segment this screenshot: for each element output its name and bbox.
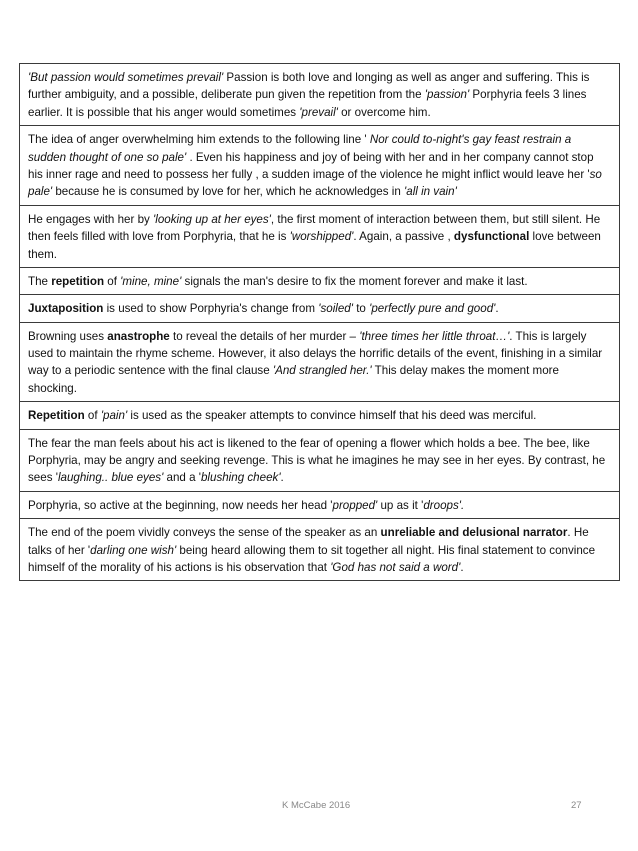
- technique-term: dysfunctional: [453, 230, 530, 244]
- table-row: [20, 205, 620, 267]
- table-row: [20, 267, 620, 294]
- quotation-text: Nor could to-night's gay feast restrain a sudden thought of one so pale': [28, 133, 572, 164]
- commentary-text: .: [495, 302, 499, 316]
- quotation-text: 'worshipped': [289, 230, 354, 244]
- footer-author: K McCabe 2016: [282, 800, 351, 811]
- quotation-text: 'prevail': [299, 105, 338, 119]
- commentary-text: is used to show Porphyria's change from: [103, 302, 319, 316]
- commentary-text: love between them.: [28, 230, 601, 261]
- commentary-text: .: [460, 560, 464, 574]
- quotation-text: 'God has not said a word': [330, 560, 461, 574]
- commentary-text: signals the man's desire to fix the moment forever and make it last.: [181, 274, 528, 288]
- technique-term: anastrophe: [107, 329, 170, 343]
- technique-term: repetition: [51, 274, 105, 288]
- analysis-cell: [20, 519, 620, 581]
- quotation-text: so pale': [28, 167, 602, 199]
- commentary-text: Browning uses: [28, 329, 108, 343]
- commentary-text: of: [84, 409, 101, 423]
- commentary-text: . Even his happiness and joy of being with her and in her company cannot stop his inner rage and need to possess her fully , a sudden image of the violence he might inflict would leave her ': [28, 150, 594, 181]
- commentary-text: up as it ': [377, 498, 424, 512]
- commentary-text: . This is largely used to maintain the rhyme scheme. However, it also delays the horrific details of the event, finishing in a similar way to a periodic sentence with the final clause: [28, 329, 603, 378]
- commentary-text: The idea of anger overwhelming him extends to the following line ': [28, 133, 370, 147]
- analysis-table-body: [20, 64, 620, 581]
- analysis-cell: [20, 402, 620, 429]
- table-row: [20, 402, 620, 429]
- quotation-text: 'soiled': [318, 302, 353, 316]
- analysis-table: [19, 63, 620, 581]
- commentary-text: The end of the poem vividly conveys the sense of the speaker as an: [28, 526, 381, 540]
- quotation-text: laughing.. blue eyes': [57, 471, 164, 485]
- analysis-cell: [20, 205, 620, 267]
- commentary-text: Porphyria feels 3 lines earlier. It is possible that his anger would sometimes: [28, 88, 587, 119]
- commentary-text: . He talks of her ': [28, 526, 589, 557]
- commentary-text: The: [28, 274, 52, 288]
- quotation-text: 'looking up at her eyes': [153, 212, 271, 226]
- table-row: [20, 126, 620, 206]
- commentary-text: is used as the speaker attempts to convince himself that his deed was merciful.: [127, 409, 537, 423]
- technique-term: Juxtaposition: [28, 302, 104, 316]
- technique-term: Repetition: [28, 409, 85, 423]
- commentary-text: . Again, a passive ,: [353, 230, 454, 244]
- analysis-cell: [20, 429, 620, 491]
- commentary-text: and a ': [163, 471, 201, 485]
- commentary-text: to: [352, 302, 370, 316]
- commentary-text: to reveal the details of her murder –: [169, 329, 360, 343]
- quotation-text: 'But passion would sometimes prevail': [28, 71, 224, 84]
- commentary-text: .: [280, 471, 284, 485]
- analysis-cell: [20, 64, 620, 126]
- quotation-text: 'all in vain': [404, 185, 457, 199]
- quotation-text: 'pain': [100, 409, 128, 423]
- quotation-text: 'mine, mine': [120, 274, 182, 288]
- table-row: [20, 519, 620, 581]
- page-number: 27: [571, 800, 582, 811]
- table-row: [20, 64, 620, 126]
- commentary-text: of: [104, 274, 121, 288]
- analysis-cell: [20, 267, 620, 294]
- commentary-text: He engages with her by: [28, 212, 154, 226]
- quotation-text: darling one wish': [90, 543, 177, 557]
- table-row: [20, 322, 620, 402]
- technique-term: unreliable and delusional narrator: [380, 526, 568, 540]
- quotation-text: 'And strangled her.': [272, 364, 372, 378]
- table-row: [20, 429, 620, 491]
- analysis-cell: [20, 295, 620, 322]
- analysis-cell: [20, 491, 620, 518]
- commentary-text: Passion is both love and longing as well as anger and suffering. This is further ambiguity, and a possible, deliberate pun given the repetition from the: [28, 71, 590, 102]
- analysis-cell: [20, 322, 620, 402]
- quotation-text: propped': [332, 498, 378, 512]
- commentary-text: The fear the man feels about his act is likened to the fear of opening a flower which holds a bee. The bee, like Porphyria, may be angry and seeking revenge. This is what he imagines he may see in her eyes. By contrast, he sees ': [28, 436, 606, 485]
- quotation-text: blushing cheek': [200, 471, 281, 485]
- quotation-text: 'three times her little throat…': [359, 329, 510, 343]
- table-row: [20, 295, 620, 322]
- commentary-text: or overcome him.: [337, 105, 431, 119]
- quotation-text: droops'.: [423, 498, 465, 512]
- quotation-text: 'perfectly pure and good': [369, 302, 496, 316]
- commentary-text: being heard allowing them to sit together all night. His final statement to convince himself of the morality of his actions is his observation that: [28, 543, 596, 574]
- commentary-text: , the first moment of interaction between them, but still silent. He then feels filled with love from Porphyria, that he is: [28, 212, 601, 244]
- commentary-text: because he is consumed by love for her, which he acknowledges in: [52, 185, 405, 199]
- commentary-text: Porphyria, so active at the beginning, now needs her head ': [28, 498, 333, 512]
- quotation-text: 'passion': [424, 88, 470, 102]
- table-row: [20, 491, 620, 518]
- analysis-cell: [20, 126, 620, 206]
- commentary-text: This delay makes the moment more shocking.: [28, 364, 559, 395]
